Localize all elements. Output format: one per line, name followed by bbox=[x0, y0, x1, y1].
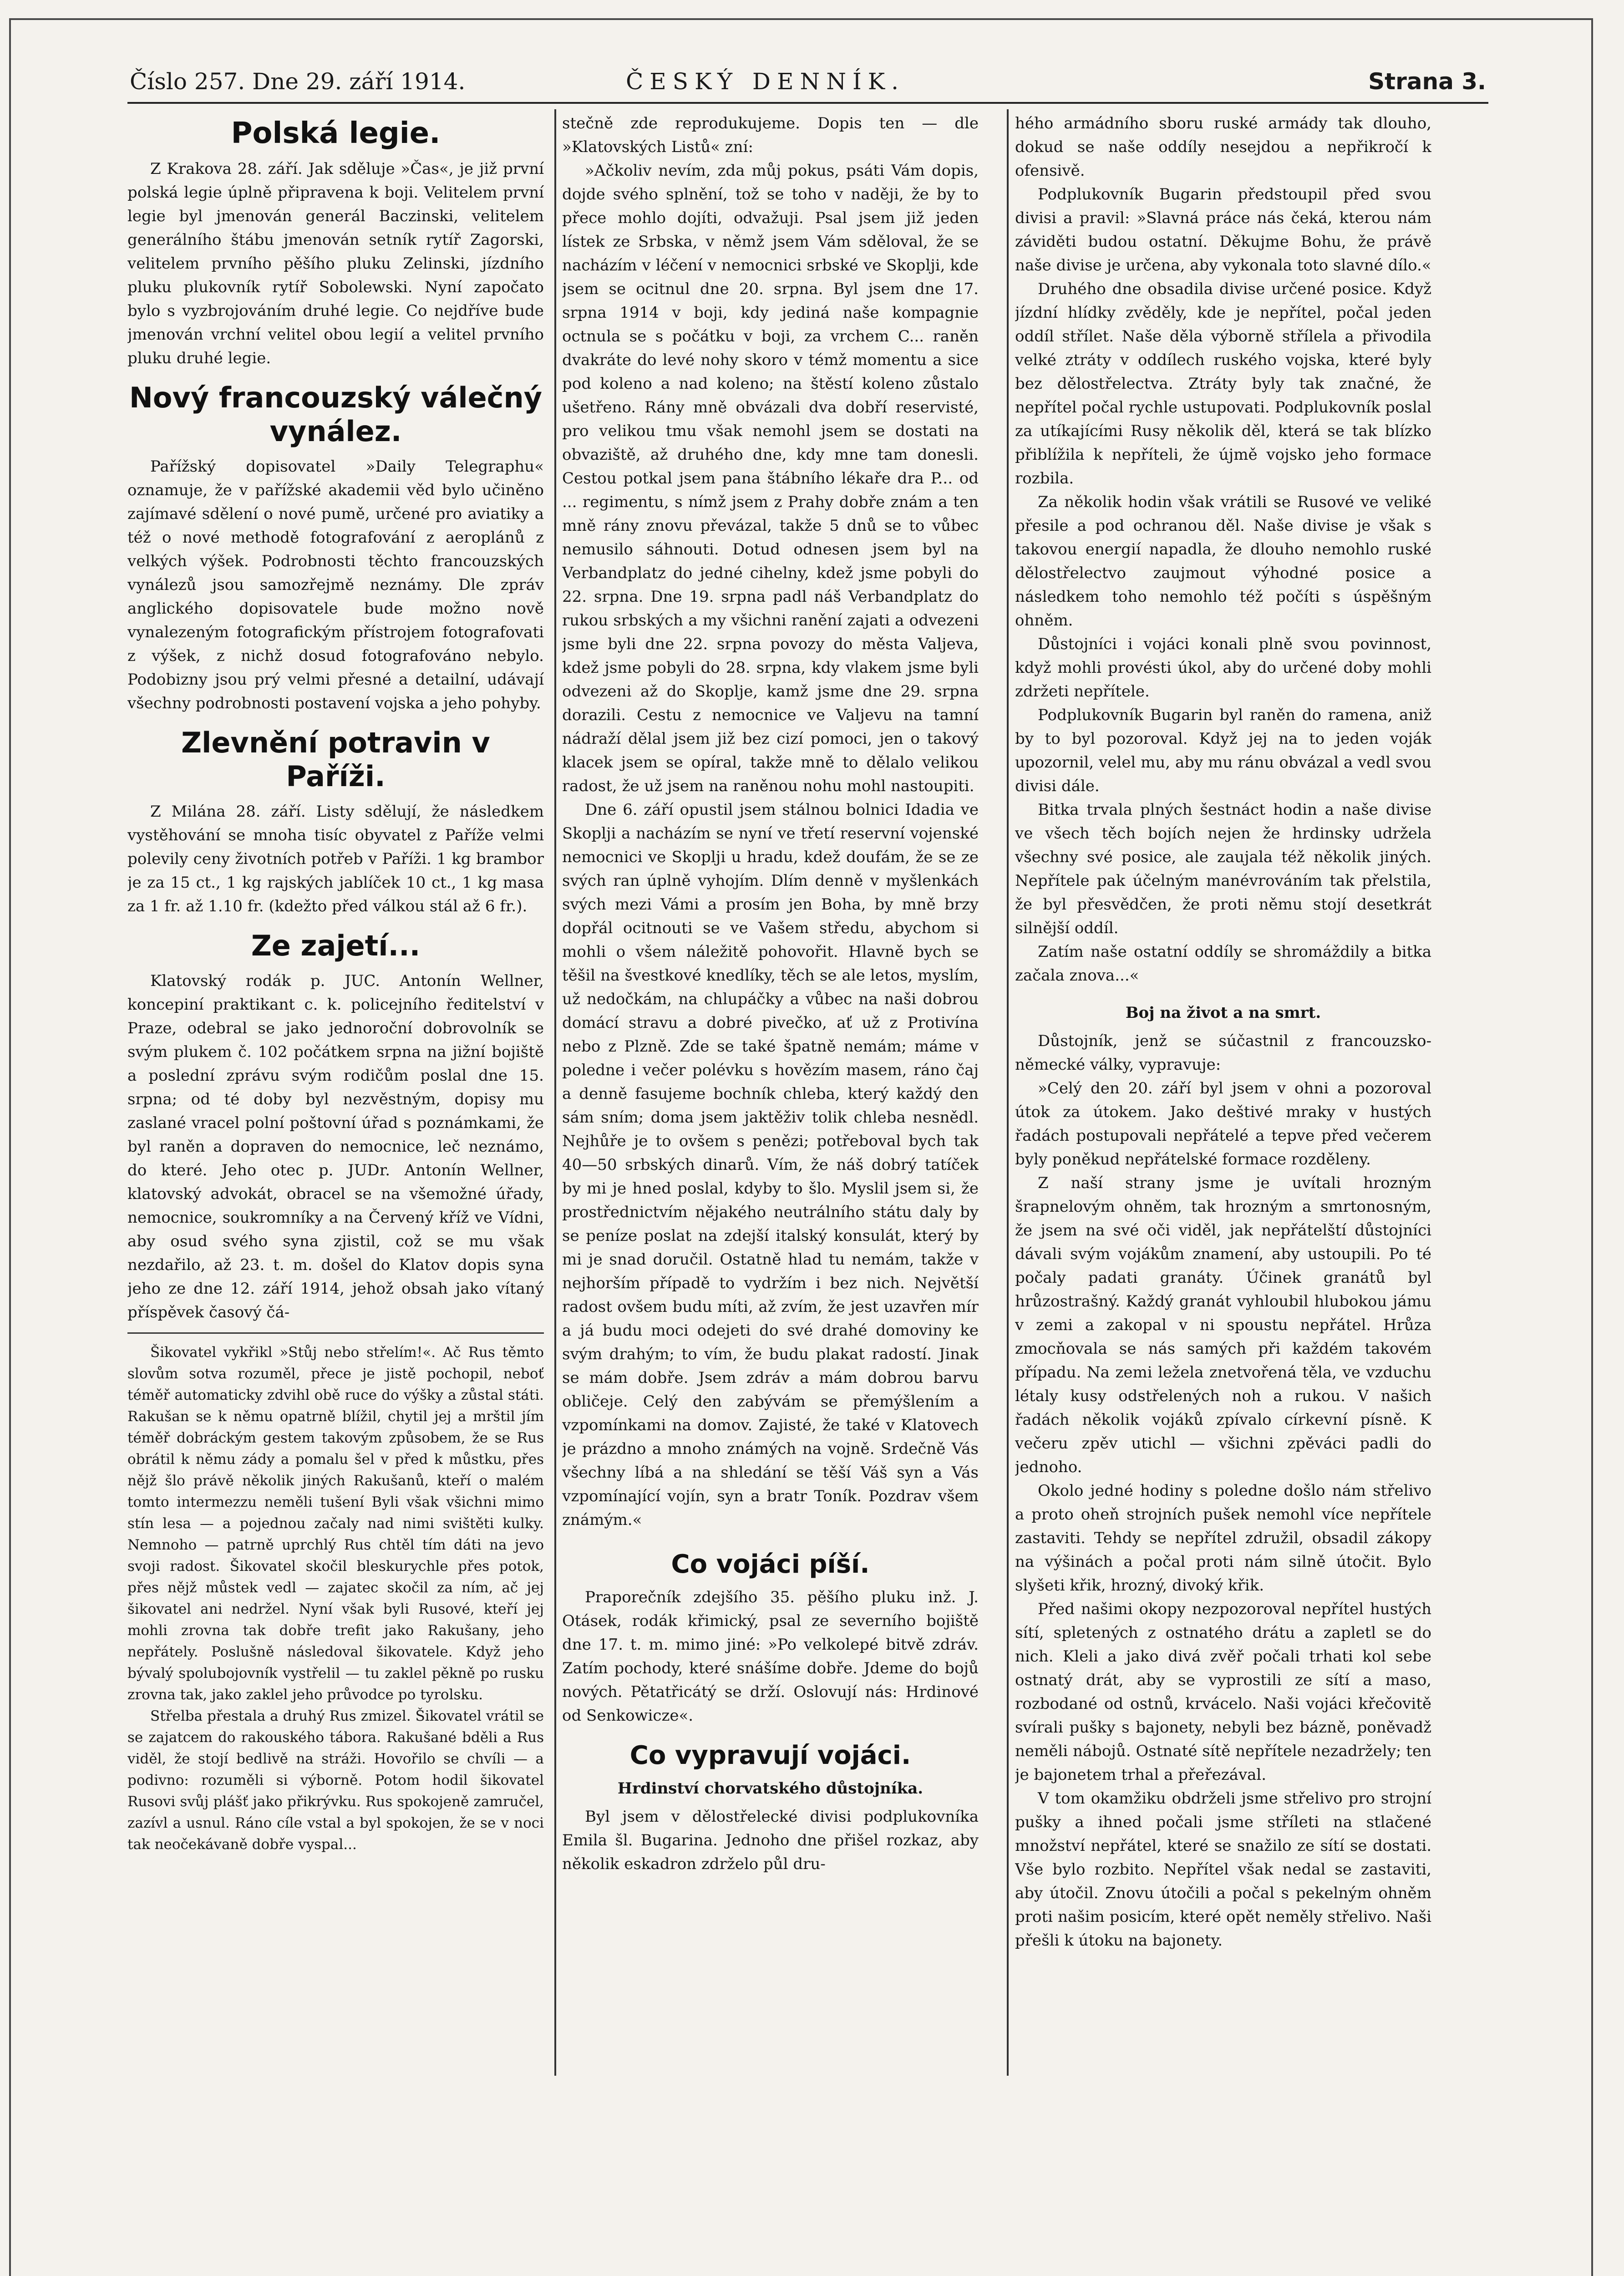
section-rule bbox=[127, 1332, 544, 1334]
headline-polska-legie: Polská legie. bbox=[231, 117, 441, 150]
letter-body: »Ačkoliv nevím, zda můj pokus, psáti Vám dopis, dojde svého splnění, tož se toho v naději, že by to přece mohlo dojíti, odvažuji. Psal jsem již jeden lístek ze Srbska, v němž jsem Vám sděloval, že se nacházím v léčení v nemocnici srbské ve Skoplji, kde jsem se ocitnul dne 20. srpna. Byl jsem dne 17. srpna 1914 v boji, kdy jediná naše kompagnie octnula se s počátku v boji, za vrchem C... raněn dvakráte do levé nohy skoro v témž momentu a sice pod koleno a nad koleno; na štěstí koleno zůstalo ušetřeno. Rány mně obvázali dva dobří reservisté, pro velikou tmu však nemohl jsem se dostati na obvaziště, až druhého dne, kdy mne tam donesli. Cestou potkal jsem pana štábního lékaře dra P... od ... regimentu, s nímž jsem z Prahy dobře znám a ten mně rány znovu převázal, takže 5 dnů se to vůbec nemusilo sáhnouti. Dotud odnesen jsem byl na Verbandplatz do jedné cihelny, kdež jsme pobyli do 22. srpna. Dne 19. srpna padl náš Verbandplatz do rukou srbských a my všichni ranění zajati a odvezeni jsme byli dne 22. srpna povozy do města Valjeva, kdež jsme pobyli do 28. srpna, kdy vlakem jsme byli odvezeni až do Skoplje, kamž jsme dne 29. srpna dorazili. Cestu z nemocnice ve Valjevu na tamní nádraží dělal jsem již bez cizí pomoci, jen o takový klacek jsem se opíral, takže mně to dělalo velikou radost, že už jsem na raněnou nohu mohl nastoupiti. bbox=[562, 162, 979, 795]
article-hrdinstvi-cont: Podplukovník Bugarin předstoupil před svou divisi a pravil: »Slavná práce nás čeká, kterou nám záviděti budou ostatní. Děkujme Bohu, že právě naše divise je určena, aby vykonala toto slavné dílo.« bbox=[1015, 185, 1431, 274]
issue-date: Číslo 257. Dne 29. září 1914. bbox=[130, 68, 466, 95]
article-ze-zajeti: Klatovský rodák p. JUC. Antonín Wellner, koncepiní praktikant c. k. policejního ředitelství v Praze, odebral se jako jednoroční dobrovolník se svým plukem č. 102 počátkem srpna na jižní bojiště a poslední zprávu svým rodičům poslal dne 15. srpna; od té doby byl nezvěstným, dopisy mu zaslané vracel polní poštovní úřad s poznámkami, že byl raněn a dopraven do nemocnice, leč neznámo, do které. Jeho otec p. JUDr. Antonín Wellner, klatovský advokát, obracel se na všemožné úřady, nemocnice, soukromníky a na Červený kříž ve Vídni, aby osud svého syna zjistil, což se mu však nezdařilo, až 23. t. m. došel do Klatov dopis syna jeho ze dne 12. září 1914, jehož obsah jako vítaný příspěvek časový čá- bbox=[127, 972, 544, 1321]
article-zlevneni-potravin: Z Milána 28. září. Listy sdělují, že následkem vystěhování se mnoha tisíc obyvatel z Paříže velmi polevily ceny životních potřeb v Paříži. 1 kg brambor je za 15 ct., 1 kg rajských jablíček 10 ct., 1 kg masa za 1 fr. až 1.10 fr. (kdežto před válkou stál až 6 fr.). bbox=[127, 803, 544, 915]
article-boj: »Celý den 20. září byl jsem v ohni a pozoroval útok za útokem. Jako deštivé mraky v hustých řadách postupovali nepřátelé a tepve před večerem byly poněkud nepřátelské formace rozděleny. bbox=[1015, 1079, 1431, 1168]
article-hrdinstvi-cont: Za několik hodin však vrátili se Rusové ve veliké přesile a pod ochranou děl. Naše divise je však s takovou energií napadla, že dlouho nemohlo ruské dělostřelectvo zaujmout výhodné posice a následkem toho nemohlo též počíti s úspěšným ohněm. bbox=[1015, 493, 1431, 630]
column-divider bbox=[1007, 109, 1009, 2076]
headline-francouzsky-vynalez: Nový francouzský válečný vynález. bbox=[129, 381, 542, 448]
headline-ze-zajeti: Ze zajetí... bbox=[251, 929, 421, 962]
article-boj: Z naší strany jsme je uvítali hrozným šrapnelovým ohněm, tak hrozným a smrtonosným, že jsem na své oči viděl, jak nepřátelští důstojníci dávali svým vojákům znamení, aby ustoupili. Po té počaly padati granáty. Účinek granátů byl hrůzostrašný. Každý granát vyhloubil hlubokou jámu v zemi a zakopal v ni spoustu nepřátel. Hrůza zmocňovala se nás samých při každém takovém případu. Na zemi ležela znetvořená těla, ve vzduchu létaly kusy odstřelených noh a rukou. V našich řadách několik vojáků zpívalo církevní písně. K večeru zpěv utichl — všichni zpěváci padli do jednoho. bbox=[1015, 1174, 1431, 1476]
article-co-vojaci-pisi: Praporečník zdejšího 35. pěšího pluku inž. J. Otásek, rodák křimický, psal ze severního bojiště dne 17. t. m. mimo jiné: »Po velkolepé bitvě zdráv. Zatím pochody, které snášíme dobře. Jdeme do bojů nových. Pětatřicátý se drží. Oslovují nás: Hrdinové od Senkowicze«. bbox=[562, 1588, 979, 1725]
article-hrdinstvi-cont: hého armádního sboru ruské armády tak dlouho, dokud se naše oddíly nesejdou a nepřikročí k ofensivě. bbox=[1015, 114, 1431, 180]
headline-zlevneni-potravin: Zlevnění potravin v Paříži. bbox=[181, 726, 490, 793]
article-hrdinstvi: Byl jsem v dělostřelecké divisi podplukovníka Emila šl. Bugarina. Jednoho dne přišel rozkaz, aby několik eskadron zdrželo půl dru- bbox=[562, 1808, 979, 1873]
subheading-hrdinstvi: Hrdinství chorvatského důstojníka. bbox=[617, 1779, 924, 1798]
article-sikovatel-end: Střelba přestala a druhý Rus zmizel. Šikovatel vrátil se se zajatcem do rakouského tábora. Rakušané bděli a Rus viděl, že stojí bedlivě na stráži. Hovořilo se chvíli — a podivno: rozuměli si výborně. Potom hodil šikovatel Rusovi svůj plášť jako přikrývku. Rus spokojeně zamručel, zazívl a usnul. Ráno cíle vstal a byl spokojen, že se v noci tak neočekávaně dobře vyspal... bbox=[127, 1708, 544, 1853]
article-polska-legie: Z Krakova 28. září. Jak sděluje »Čas«, je již první polská legie úplně připravena k boji. Velitelem první legie byl jmenován generál Baczinski, velitelem generálního štábu jmenován setník rytíř Zagorski, velitelem prvního pěšího pluku Zelinski, jízdního pluku plukovník rytíř Sobolewski. Nyní započato bylo s vyzbrojováním druhé legie. Co nejdříve bude jmenován vrchní velitel obou legií a velitel prvního pluku druhé legie. bbox=[127, 160, 544, 367]
headline-co-vypravuji-vojaci: Co vypravují vojáci. bbox=[629, 1741, 911, 1770]
article-sikovatel: Šikovatel vykřikl »Stůj nebo střelím!«. Ač Rus těmto slovům sotva rozuměl, přece je jistě pochopil, neboť téměř automaticky zdvihl obě ruce do výšky a zůstal státi. Rakušan se k němu opatrně blížil, chytil jej a mrštil jím téměř dobráckým gestem takovým způsobem, že se Rus obrátil k němu zády a pomalu šel v před k můstku, přes nějž šlo právě několik jiných Rakušanů, kteří o malém tomto intermezzu neměli tušení Byli však všichni mimo stín lesa — a pojednou začaly nad nimi svištěti kulky. Nemnoho — patrně uprchlý Rus chtěl tím dáti na jevo svoji radost. Šikovatel skočil bleskurychle přes potok, přes nějž můstek vedl — zajatec skočil za ním, ač jej šikovatel ani nedržel. Nyní však byli Rusové, kteří jej mohli zrovna tak dobře trefit jako Rakušany, jeho nepřátely. Poslušně následoval šikovatele. Když jeho bývalý spolubojovník vystřelil — tu zaklel pěkně po rusku zrovna tak, jako zaklel jeho průvodce po tyrolsku. bbox=[127, 1344, 544, 1703]
headline-co-vojaci-pisi: Co vojáci píší. bbox=[671, 1550, 870, 1579]
column-2 bbox=[562, 112, 979, 2110]
newspaper-title: ČESKÝ DENNÍK. bbox=[626, 68, 905, 95]
article-hrdinstvi-cont: Zatím naše ostatní oddíly se shromáždily a bitka začala znova...« bbox=[1015, 943, 1431, 985]
article-boj: Důstojník, jenž se súčastnil z francouzsko-německé války, vypravuje: bbox=[1015, 1032, 1431, 1074]
letter-body: Dne 6. září opustil jsem stálnou bolnici Idadia ve Skoplji a nacházím se nyní ve třetí reservní vojenské nemocnici ve Skoplji u hradu, kdež doufám, že se ze svých ran úplně vyhojím. Dlím denně v myšlenkách svých mezi Vámi a prosím jen Boha, by mně brzy dopřál ocitnouti se ve Vašem středu, abychom si mohli o všem náležitě pohovořit. Hlavně bych se těšil na švestkové knedlíky, těch se ale letos, myslím, už nedočkám, na chlupáčky a vůbec na naši dobrou domácí stravu a dobré pivečko, ať už z Protivína nebo z Plzně. Zde se také špatně nemám; máme v poledne i večer polévku s hovězím masem, ráno čaj a denně fasujeme bochník chleba, který každý den sám sním; doma jsem jaktěživ tolik chleba nesnědl. Nejhůře je to ovšem s penězi; potřeboval bych tak 40—50 srbských dinarů. Vím, že náš dobrý tatíček by mi je hned poslal, kdyby to šlo. Myslil jsem si, že prostřednictvím nějakého neutrálního státu daly by se peníze poslat na zdejší italský konsulát, který by mi je snad doručil. Ostatně hlad tu nemám, takže v nejhorším případě to vydržím i bez nich. Největší radost ovšem budu míti, až zvím, že jest uzavřen mír a já budu moci odejeti do své drahé domoviny ke svým drahým; to vím, že budu plakat radostí. Jinak se mám dobře. Jsem zdráv a mám dobrou barvu obličeje. Celý den zabývám se přemýšlením a vzpomínkami na domov. Zajisté, že také v Klatovech je prázdno a mnoho známých na vojně. Srdečně Vás všechny líbá a na shledání se těší Váš syn a Vás vzpomínající vojín, syn a bratr Toník. Pozdrav všem známým.« bbox=[562, 801, 979, 1529]
column-1 bbox=[127, 112, 544, 2110]
letter-intro: stečně zde reprodukujeme. Dopis ten — dle »Klatovských Listů« zní: bbox=[562, 114, 979, 156]
article-hrdinstvi-cont: Druhého dne obsadila divise určené posice. Když jízdní hlídky zvěděly, kde je nepřítel, počal jeden oddíl střílet. Naše děla výborně střílela a přivodila velké ztráty v oddílech ruského vojska, které byly bez dělostřelectva. Ztráty byly tak značné, že nepřítel počal rychle ustupovati. Podplukovník poslal za utíkajícími Rusy několik děl, která se tak blízko přiblížila k nepříteli, že újmě vojsko jeho formace rozbila. bbox=[1015, 280, 1431, 488]
masthead bbox=[130, 68, 1486, 100]
header-rule bbox=[127, 102, 1488, 104]
column-divider bbox=[554, 109, 556, 2076]
article-francouzsky-vynalez: Pařížský dopisovatel »Daily Telegraphu« oznamuje, že v pařížské akademii věd bylo učiněno zajímavé sdělení o nové pumě, určené pro aviatiky a též o nové methodě fotografování z aeroplánů z velkých výšek. Podrobnosti těchto francouzských vynálezů jsou samozřejmě neznámy. Dle zpráv anglického dopisovatele bude možno nově vynalezeným fotografickým přístrojem fotografovati z výšek, z nichž dosud fotografováno nebylo. Podobizny jsou prý velmi přesné a detailní, udávají všechny podrobnosti postavení vojska a jeho pohyby. bbox=[127, 457, 544, 712]
subheading-boj-na-zivot: Boj na život a na smrt. bbox=[1125, 1004, 1321, 1022]
article-hrdinstvi-cont: Důstojníci i vojáci konali plně svou povinnost, když mohli provésti úkol, aby do určené doby mohli zdržeti nepřítele. bbox=[1015, 635, 1431, 701]
article-boj: Před našimi okopy nezpozoroval nepřítel hustých sítí, spletených z ostnatého drátu a zapletl se do nich. Kleli a jako divá zvěř počali trhati kol sebe ostnatý drát, aby se vyprostili ze sítí a maso, rozbodané od ostnů, krvácelo. Naši vojáci křečovitě svírali pušky s bajonety, nebyli bez bázně, poněvadž neměli nábojů. Ostnaté sítě nepřítele nezadržely; ten je bajonetem trhal a přeřezával. bbox=[1015, 1600, 1431, 1784]
article-hrdinstvi-cont: Bitka trvala plných šestnáct hodin a naše divise ve všech těch bojích nejen že hrdinsky udržela všechny své posice, ale zaujala též několik jiných. Nepřítele pak účelným manévrováním tak přelstila, že byl přesvědčen, že proti němu stojí desetkrát silnější oddíl. bbox=[1015, 801, 1431, 937]
column-3 bbox=[1015, 112, 1431, 2110]
article-boj: Okolo jedné hodiny s poledne došlo nám střelivo a proto oheň strojních pušek nemohl více nepřítele zastaviti. Tehdy se nepřítel združil, obsadil zákopy na výšinách a počal proti nám silně útočit. Bylo slyšeti křik, hrozný, divoký křik. bbox=[1015, 1482, 1431, 1595]
article-boj: V tom okamžiku obdrželi jsme střelivo pro strojní pušky a ihned počali jsme stříleti na stlačené množství nepřátel, které se snažilo ze sítí se dostati. Vše bylo rozbito. Nepřítel však nedal se zastaviti, aby útočil. Znovu útočili a počal s pekelným ohněm proti našim posicím, které opět neměly střelivo. Naši přešli k útoku na bajonety. bbox=[1015, 1789, 1431, 1950]
page-number: Strana 3. bbox=[1368, 68, 1486, 95]
article-hrdinstvi-cont: Podplukovník Bugarin byl raněn do ramena, aniž by to byl pozoroval. Když jej na to jeden voják upozornil, velel mu, aby mu ránu obvázal a vedl svou divisi dále. bbox=[1015, 706, 1431, 795]
